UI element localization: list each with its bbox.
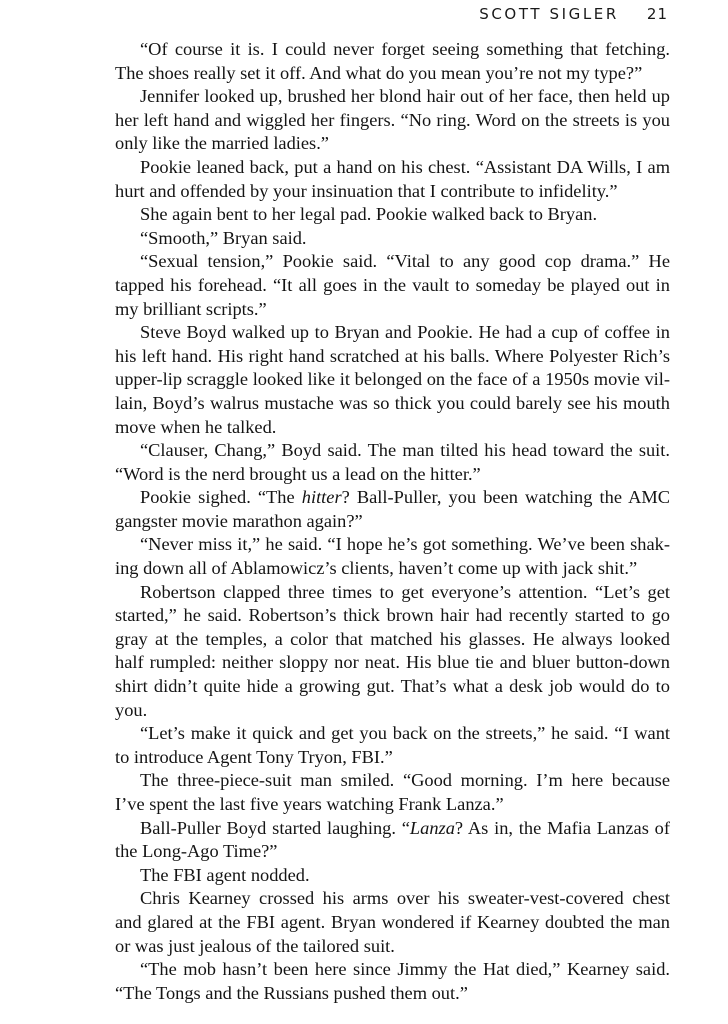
paragraph: “Clauser, Chang,” Boyd said. The man tilted his head toward the suit. “Word is the nerd brought us a lead on the hitter.” [115, 440, 670, 484]
paragraph: Pookie leaned back, put a hand on his chest. “Assistant DA Wills, I am hurt and offended by your insinuation that I contribute to infidelity.” [115, 156, 670, 201]
paragraph: Robertson clapped three times to get everyone’s attention. “Let’s get started,” he said. Robertson’s thick brown hair had recently started to go gray at the temples, a color that matched his glasses. He always looked half rumpled: neither sloppy nor neat. His blue tie and bluer button-down shirt didn’t quite hide a growing gut. That’s what a desk job would do to you. [115, 581, 670, 720]
paragraph: “The mob hasn’t been here since Jimmy the Hat died,” Kearney said. “The Tongs and the Russians pushed them out.” [115, 959, 670, 1003]
text-run: Ball-Puller Boyd started laughing. “ [140, 817, 410, 838]
paragraph: “Never miss it,” he said. “I hope he’s got something. We’ve been shaking down all of Ablamowicz’s clients, haven’t come up with jack shit.” [115, 534, 670, 579]
paragraph [115, 817, 670, 864]
text-run: ? As in, the Mafia Lanzas of the Long-Ago Time?” [115, 817, 670, 862]
paragraph: She again bent to her legal pad. Pookie walked back to Bryan. [140, 204, 598, 225]
paragraph: “Let’s make it quick and get you back on the streets,” he said. “I want to introduce Agent Tony Tryon, FBI.” [115, 723, 670, 767]
paragraph: Chris Kearney crossed his arms over his sweater-vest-covered chest and glared at the FBI agent. Bryan wondered if Kearney doubted the man or was just jealous of the tailored suit. [115, 888, 670, 956]
running-head-author: SCOTT SIGLER [479, 5, 619, 23]
paragraph: The three-piece-suit man smiled. “Good morning. I’m here because I’ve spent the last five years watching Frank Lanza.” [115, 770, 670, 814]
paragraph: Steve Boyd walked up to Bryan and Pookie. He had a cup of coffee in his left hand. His right hand scratched at his balls. Where Polyester Rich’s upper-lip scraggle looked like it belonged on the face of a 1950s movie villain, Boyd’s walrus mustache was so thick you could barely see his mouth move when he talked. [115, 322, 670, 437]
body-text [115, 38, 670, 1005]
italic-word: Lanza [409, 817, 455, 838]
running-head [479, 5, 668, 27]
paragraph: The FBI agent nodded. [140, 864, 310, 885]
text-run: ? Ball-Puller, you been watching the AMC gangster movie marathon again?” [115, 487, 670, 531]
page-number: 21 [646, 5, 668, 23]
paragraph [115, 486, 670, 533]
paragraph: “Sexual tension,” Pookie said. “Vital to any good cop drama.” He tapped his forehead. “It all goes in the vault to someday be played out in my brilliant scripts.” [115, 251, 670, 319]
paragraph: “Of course it is. I could never forget seeing something that fetching. The shoes really set it off. And what do you mean you’re not my type?” [115, 39, 670, 83]
text-run: Pookie sighed. “The [140, 487, 302, 508]
paragraph: “Smooth,” Bryan said. [140, 227, 307, 248]
paragraph: Jennifer looked up, brushed her blond hair out of her face, then held up her left hand and wiggled her fingers. “No ring. Word on the streets is you only like the married ladies.” [115, 86, 670, 154]
italic-word: hitter [301, 487, 342, 508]
